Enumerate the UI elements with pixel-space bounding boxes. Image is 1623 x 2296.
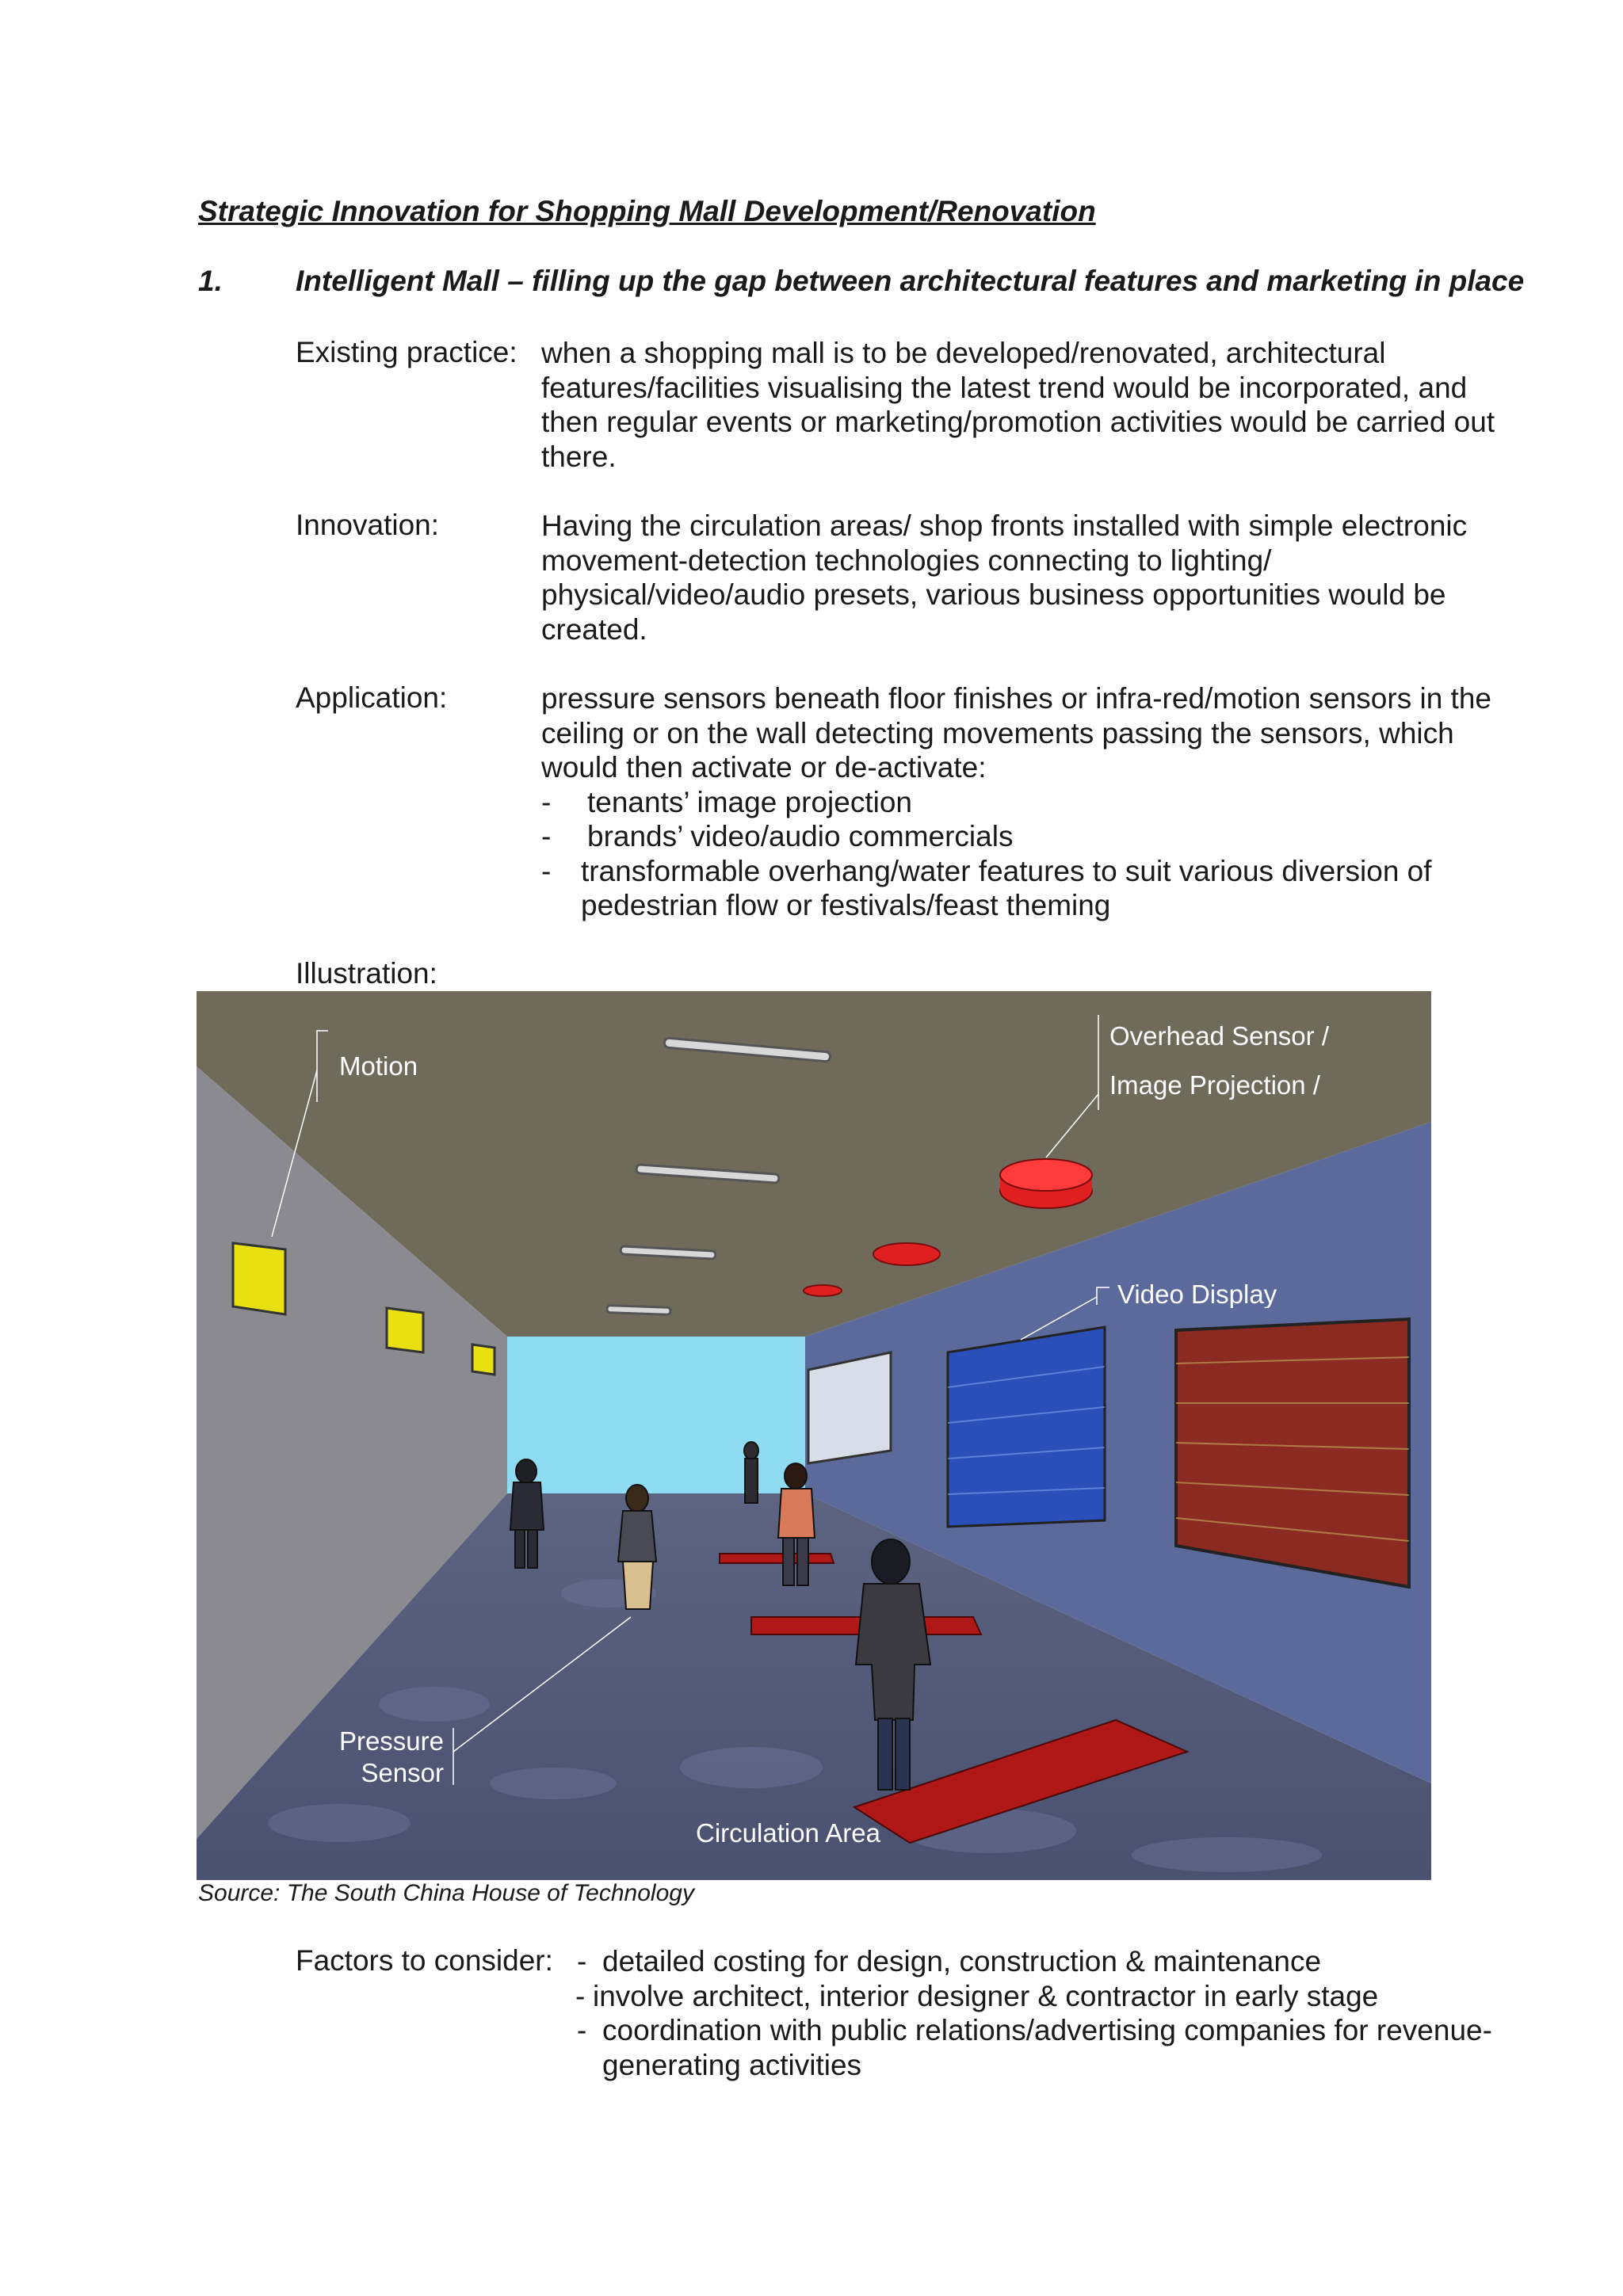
application-label: Application:	[296, 681, 448, 714]
image-projection-label: Image Projection /	[1109, 1070, 1320, 1100]
factors-list	[577, 1944, 1568, 2082]
circulation-area-label: Circulation Area	[696, 1818, 880, 1848]
existing-practice-text	[541, 336, 1532, 474]
section-title: Intelligent Mall – filling up the gap between architectural features and marketing in place	[296, 265, 1525, 297]
application-bullet	[541, 819, 1532, 854]
video-display-label: Video Display	[1117, 1280, 1277, 1308]
sensor-label: Sensor	[361, 1758, 444, 1787]
bullet-text: tenants’ image projection	[587, 785, 912, 818]
innovation-paragraph: Having the circulation areas/ shop fronts installed with simple electronic movement-detection technologies connecting to lighting/ physical/video/audio presets, various business opportunities would be created.	[541, 509, 1468, 646]
bullet-dash: -	[541, 820, 552, 852]
innovation-label: Innovation:	[296, 509, 440, 541]
factor-text: coordination with public relations/advertising companies for revenue-generating activities	[602, 2014, 1492, 2081]
factor-item	[575, 1979, 1568, 2014]
bullet-text: transformable overhang/water features to suit various diversion of pedestrian flow or festivals/feast theming	[581, 854, 1432, 921]
overhead-sensor-label: Overhead Sensor /	[1109, 1021, 1329, 1051]
mall-illustration	[197, 991, 1431, 1880]
factor-item	[577, 1944, 1568, 1979]
factor-text: involve architect, interior designer & contractor in early stage	[593, 1979, 1379, 2012]
bullet-text: brands’ video/audio commercials	[587, 820, 1014, 852]
existing-practice-label: Existing practice:	[296, 336, 517, 368]
application-intro: pressure sensors beneath floor finishes or infra-red/motion sensors in the ceiling or on the wall detecting movements passing the sensors, which would then activate or de-activate:	[541, 682, 1491, 784]
application-bullet	[541, 785, 1532, 820]
existing-practice-paragraph: when a shopping mall is to be developed/renovated, architectural features/facilities visualising the latest trend would be incorporated, and then regular events or marketing/promotion activities would be carried out there.	[541, 337, 1495, 473]
factor-dash: -	[577, 1945, 587, 1978]
pressure-label: Pressure	[338, 1726, 444, 1756]
image-source-caption: Source: The South China House of Technology	[198, 1880, 694, 1906]
factor-dash: -	[577, 2014, 587, 2046]
section-number: 1.	[198, 265, 223, 297]
factor-dash: -	[575, 1979, 586, 2012]
factor-text: detailed costing for design, construction & maintenance	[602, 1945, 1322, 1978]
document-title: Strategic Innovation for Shopping Mall Development/Renovation	[198, 195, 1096, 227]
application-text	[541, 681, 1532, 923]
motion-label: Motion	[339, 1051, 418, 1081]
application-bullet	[541, 854, 1532, 923]
factor-item	[577, 2013, 1568, 2082]
factors-label: Factors to consider:	[296, 1944, 553, 1977]
illustration-label: Illustration:	[296, 957, 437, 990]
back-window	[507, 1337, 805, 1493]
bullet-dash: -	[541, 854, 552, 887]
bullet-dash: -	[541, 785, 552, 818]
innovation-text	[541, 509, 1532, 646]
